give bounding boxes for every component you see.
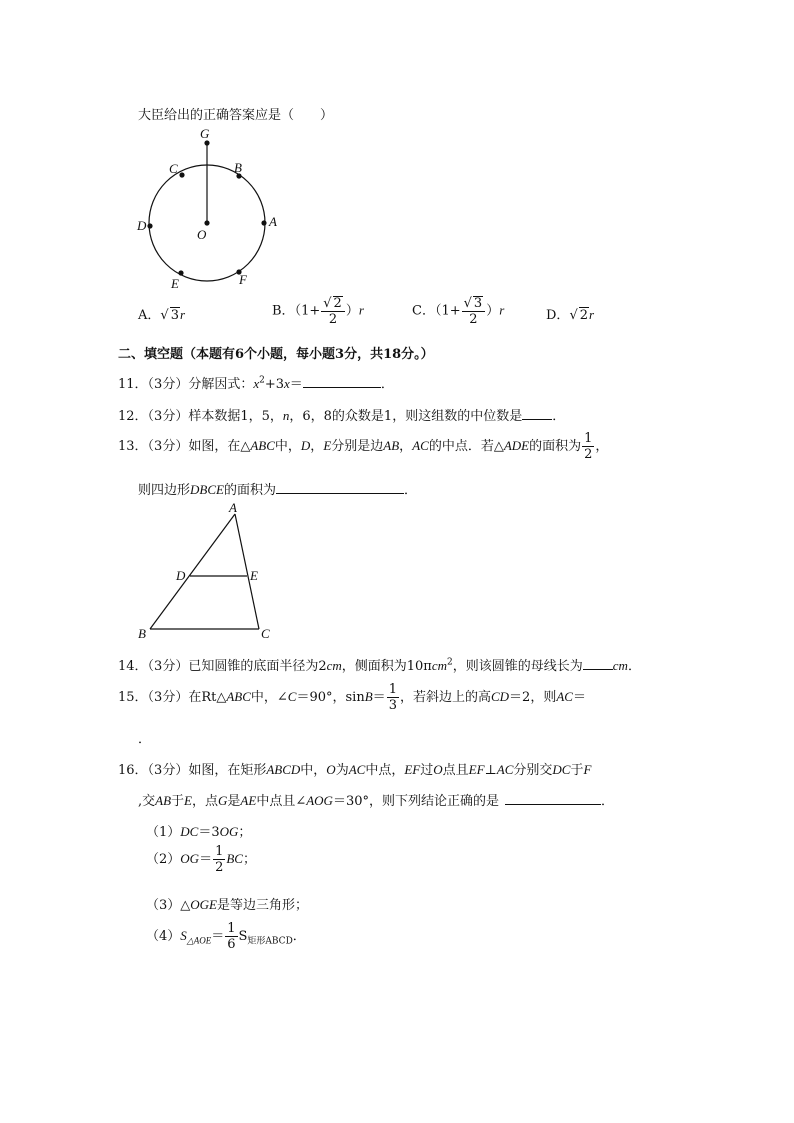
answer-blank[interactable] xyxy=(303,375,381,388)
point-d xyxy=(147,223,152,228)
conclusion-2: （2）OG＝ $\frac{1}{2}$ BC； xyxy=(146,844,256,875)
question-14: 14．（3分）已知圆锥的底面半径为2cm，侧面积为10πcm$^2$，则该圆锥的母线长为 cm． xyxy=(118,657,641,674)
question-15: 15．（3分）在Rt△ABC中，∠C＝90°，sinB＝ $\frac{1}{3}$ ，若斜边上的高CD＝2，则AC＝ xyxy=(118,682,586,713)
label-c: C xyxy=(261,626,270,641)
conclusion-3: （3）△OGE是等边三角形； xyxy=(146,897,309,913)
label-d: D xyxy=(137,218,147,233)
answer-blank[interactable] xyxy=(522,407,552,420)
label-o: O xyxy=(197,227,207,242)
question-intro: 大臣给出的正确答案应是（ ） xyxy=(138,108,334,123)
label-b: B xyxy=(138,626,146,641)
label-a: A xyxy=(229,500,237,515)
point-c xyxy=(179,172,184,177)
label-e: E xyxy=(171,276,179,291)
question-13: 13．（3分）如图，在△ABC中，D，E分别是边AB，AC的中点．若△ADE的面积为 $\frac{1}{2}$ ， xyxy=(118,431,609,462)
label-c: C xyxy=(169,161,178,176)
point-a xyxy=(261,220,266,225)
section-title: 二、填空题（本题有6个小题，每小题3分，共18分。） xyxy=(118,347,434,362)
label-d: D xyxy=(176,568,186,583)
choice-d: D．√ 2r xyxy=(546,307,595,323)
label-e: E xyxy=(250,568,258,583)
question-16-line2: ,交AB于E，点G是AE中点且∠AOG＝30°，则下列结论正确的是 ． xyxy=(138,793,614,809)
label-f: F xyxy=(239,272,247,287)
point-o xyxy=(204,220,209,225)
conclusion-1: （1）DC＝3OG； xyxy=(146,824,252,840)
label-b: B xyxy=(234,160,242,175)
circle-figure xyxy=(130,122,290,297)
question-11: 11．（3分）分解因式：$x^2+3x=$ ． xyxy=(118,375,394,392)
choice-b: B．（1+ $\frac{√ 2}{2}$ ）r xyxy=(272,296,364,327)
question-15-line2: ． xyxy=(138,732,152,747)
answer-blank[interactable] xyxy=(583,657,613,670)
answer-blank[interactable] xyxy=(505,792,601,805)
point-g xyxy=(204,140,209,145)
side-ab xyxy=(150,514,235,629)
point-e xyxy=(178,270,183,275)
question-13-line2: 则四边形DBCE的面积为 ． xyxy=(138,482,417,498)
question-16: 16．（3分）如图，在矩形ABCD中，O为AC中点，EF过O点且EF⊥AC分别交DC于F xyxy=(118,762,592,778)
question-12: 12．（3分）样本数据1，5，n，6，8的众数是1，则这组数的中位数是 ． xyxy=(118,408,566,424)
conclusion-4: $(4)S_{\triangle AOE}=$ $\frac{1}{6}$ $S_{矩形ABCD}$． xyxy=(146,921,306,952)
choice-c: C．（1+ $\frac{√ 3}{2}$ ）r xyxy=(412,296,505,327)
label-a: A xyxy=(269,214,277,229)
label-g: G xyxy=(200,126,210,141)
triangle-figure xyxy=(130,500,280,645)
choice-a: A．√ 3r xyxy=(138,307,186,323)
answer-blank[interactable] xyxy=(276,481,404,494)
